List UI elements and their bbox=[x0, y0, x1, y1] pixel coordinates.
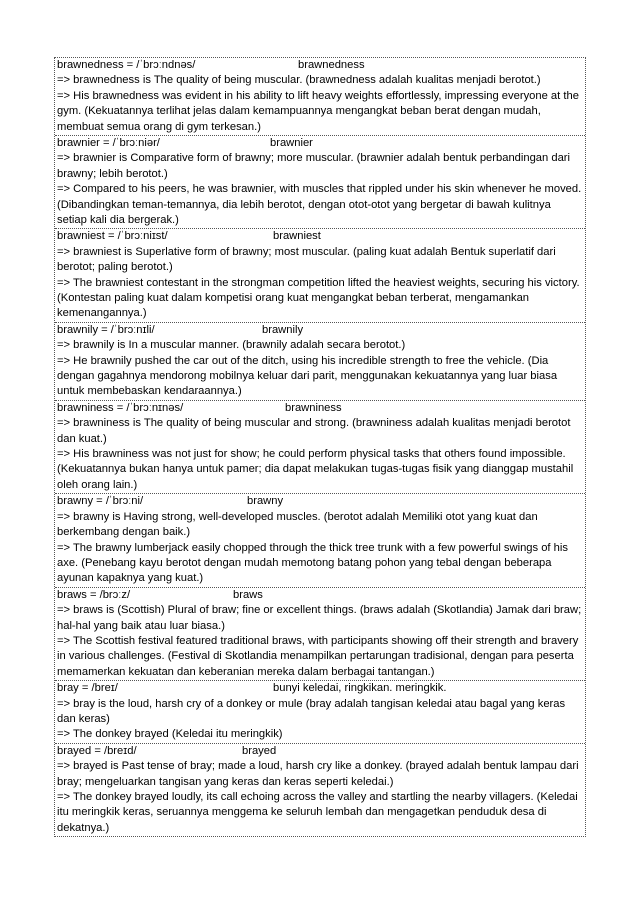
entry-headword: brayed bbox=[242, 744, 277, 757]
dictionary-entry bbox=[55, 744, 585, 836]
entry-header bbox=[55, 588, 585, 603]
entry-header bbox=[55, 681, 585, 696]
dictionary-entry bbox=[55, 494, 585, 587]
entry-headword: brawnily bbox=[262, 323, 304, 336]
entry-pronunciation: brawniest = /ˈbrɔːniɪst/ bbox=[57, 230, 168, 243]
entry-definition: => brawny is Having strong, well-developed muscles. (berotot adalah Memiliki otot yang kuat dan berkembang dengan baik.) bbox=[57, 510, 538, 539]
entry-header bbox=[55, 401, 585, 416]
dictionary-entry bbox=[55, 401, 585, 494]
entry-definition: => brawnily is In a muscular manner. (brawnily adalah secara berotot.) bbox=[57, 339, 406, 352]
entry-header bbox=[55, 136, 585, 151]
dictionary-entry bbox=[55, 229, 585, 322]
entry-header bbox=[55, 58, 585, 73]
entry-pronunciation: brawnily = /ˈbrɔːnɪli/ bbox=[57, 323, 155, 336]
entry-example: => His brawnedness was evident in his ability to lift heavy weights effortlessly, impressing everyone at the gym. (Kekuatannya terlihat jelas dalam kemampuannya mengangkat beban berat dengan mudah, membuat semua orang di gym terkesan.) bbox=[57, 89, 579, 133]
entry-pronunciation: brawnedness = /ˈbrɔːndnəs/ bbox=[57, 59, 196, 71]
entry-pronunciation: brawnier = /ˈbrɔːniər/ bbox=[57, 137, 160, 150]
entry-example: => The brawny lumberjack easily chopped through the thick tree trunk with a few powerful swings of his axe. (Penebang kayu berotot dengan mudah memotong batang pohon yang tebal dengan beberapa ayunan kapaknya yang kuat.) bbox=[57, 541, 568, 585]
entry-definition: => brawniest is Superlative form of brawny; most muscular. (paling kuat adalah Bentuk superlatif dari berotot; paling berotot.) bbox=[57, 245, 556, 274]
entry-headword: braws bbox=[233, 588, 263, 601]
entry-pronunciation: brayed = /breɪd/ bbox=[57, 744, 137, 757]
entry-headword: bunyi keledai, ringkikan. meringkik. bbox=[273, 682, 447, 695]
dictionary-entries bbox=[54, 57, 586, 837]
entry-definition: => brayed is Past tense of bray; made a loud, harsh cry like a donkey. (brayed adalah bentuk lampau dari bray; mengeluarkan tangisan yang keras dan keras seperti keledai.) bbox=[57, 760, 579, 788]
entry-example: => He brawnily pushed the car out of the ditch, using his incredible strength to free the vehicle. (Dia dengan gagahnya mendorong mobilnya keluar dari parit, menggunakan kekuatannya yang luar biasa untuk membebaskan kendaraannya.) bbox=[57, 354, 558, 398]
entry-header bbox=[55, 494, 585, 509]
entry-definition: => brawnedness is The quality of being muscular. (brawnedness adalah kualitas menjadi berotot.) bbox=[57, 74, 541, 87]
dictionary-entry bbox=[55, 58, 585, 136]
entry-pronunciation: brawny = /ˈbrɔːni/ bbox=[57, 495, 144, 508]
entry-example: => The brawniest contestant in the strongman competition lifted the heaviest weights, securing his victory. (Kontestan paling kuat dalam kompetisi orang kuat mengangkat beban terberat, mengamankan kemenangannya.) bbox=[57, 276, 580, 320]
entry-headword: brawnier bbox=[270, 137, 313, 150]
dictionary-entry bbox=[55, 323, 585, 401]
entry-example: => The donkey brayed loudly, its call echoing across the valley and startling the nearby villagers. (Keledai itu meringkik keras, seruannya menggema ke seluruh lembah dan mengagetkan penduduk desa di dekatnya.) bbox=[57, 790, 578, 834]
entry-pronunciation: bray = /breɪ/ bbox=[57, 682, 118, 695]
entry-headword: brawniness bbox=[285, 401, 342, 414]
entry-definition: => brawniness is The quality of being muscular and strong. (brawniness adalah kualitas menjadi berotot dan kuat.) bbox=[57, 417, 571, 445]
dictionary-entry bbox=[55, 681, 585, 744]
entry-definition: => braws is (Scottish) Plural of braw; fine or excellent things. (braws adalah (Skotlandia) Jamak dari braw; hal-hal yang baik atau luar biasa.) bbox=[57, 604, 582, 632]
entry-pronunciation: brawniness = /ˈbrɔːnɪnəs/ bbox=[57, 401, 184, 414]
dictionary-entry bbox=[55, 136, 585, 229]
entry-headword: brawny bbox=[247, 495, 284, 508]
entry-headword: brawnedness bbox=[298, 59, 365, 71]
entry-definition: => bray is the loud, harsh cry of a donkey or mule (bray adalah tangisan keledai atau bagal yang keras dan keras) bbox=[57, 697, 566, 725]
entry-header bbox=[55, 744, 585, 759]
entry-example: => Compared to his peers, he was brawnier, with muscles that rippled under his skin whenever he moved. (Dibandingkan teman-temannya, dia lebih berotot, dengan otot-otot yang bergetar di bawah kulitnya setiap kali dia bergerak.) bbox=[57, 183, 582, 227]
entry-header bbox=[55, 323, 585, 338]
entry-pronunciation: braws = /brɔːz/ bbox=[57, 588, 131, 601]
entry-example: => His brawniness was not just for show; he could perform physical tasks that others found impossible. (Kekuatannya bukan hanya untuk pamer; dia dapat melakukan tugas-tugas fisik yang dianggap mustahil oleh orang lain.) bbox=[57, 448, 574, 491]
entry-example: => The Scottish festival featured traditional braws, with participants showing off their strength and bravery in various challenges. (Festival di Skotlandia menampilkan pertarungan tradisional, dengan para peserta memamerkan kekuatan dan keberanian mereka dalam berbagai tantangan.) bbox=[57, 634, 579, 678]
entry-header bbox=[55, 229, 585, 244]
entry-definition: => brawnier is Comparative form of brawny; more muscular. (brawnier adalah bentuk perbandingan dari brawny; lebih berotot.) bbox=[57, 152, 571, 180]
entry-example: => The donkey brayed (Keledai itu meringkik) bbox=[57, 728, 283, 741]
dictionary-entry bbox=[55, 588, 585, 681]
entry-headword: brawniest bbox=[273, 230, 321, 243]
